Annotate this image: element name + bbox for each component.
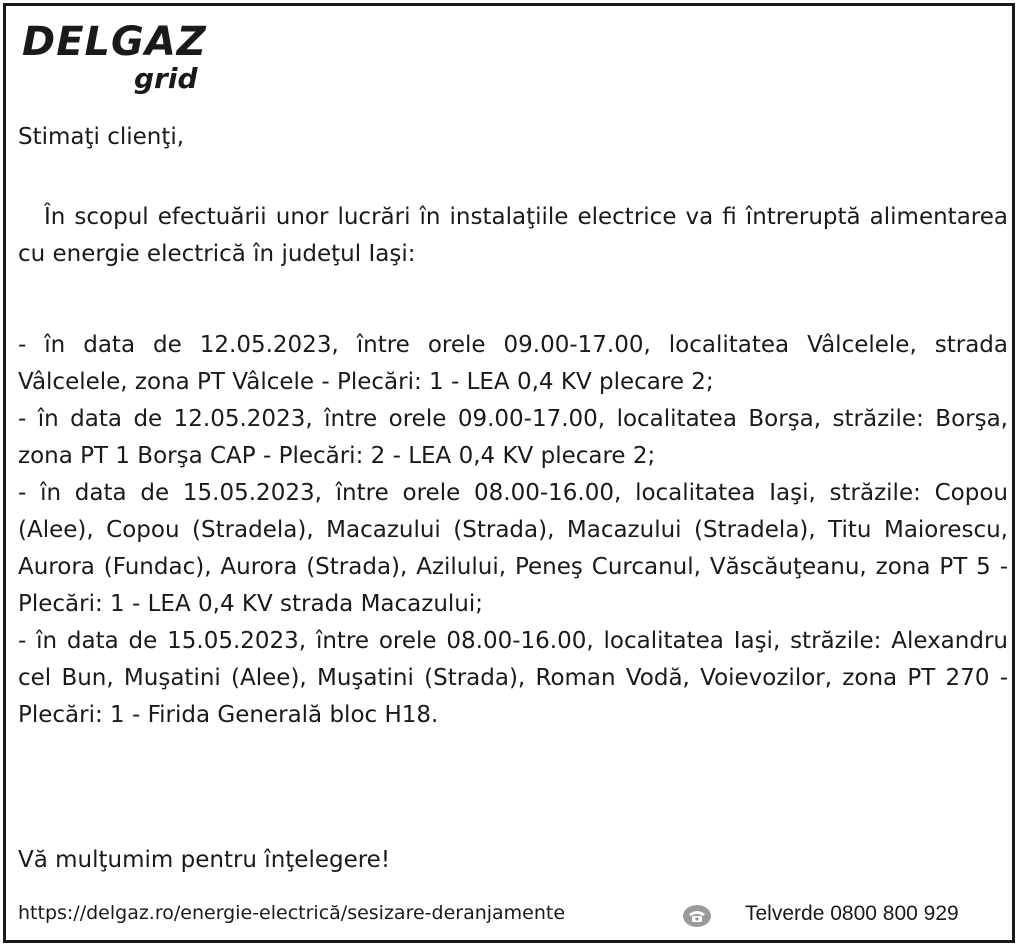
- telephone-icon: [682, 904, 712, 928]
- thanks-line: Vă mulţumim pentru înţelegere!: [18, 847, 391, 873]
- outage-item: - în data de 15.05.2023, între orele 08.00-16.00, localitatea Iaşi, străzile: Alexandru cel Bun, Muşatini (Alee), Muşatini (Strada), Roman Vodă, Voievozilor, zona PT 270 - Plecări: 1 - Firida Generală bloc H18.: [18, 628, 1008, 728]
- footer-url[interactable]: https://delgaz.ro/energie-electrică/sesizare-deranjamente: [18, 902, 566, 924]
- outage-item: - în data de 15.05.2023, între orele 08.00-16.00, localitatea Iaşi, străzile: Copou (Alee), Copou (Stradela), Macazului (Strada), Macazului (Stradela), Titu Maiorescu, Aurora (Fundac), Aurora (Strada), Azilului, Peneş Curcanul, Văscăuţeanu, zona PT 5 - Plecări: 1 - LEA 0,4 KV strada Macazului;: [18, 480, 1008, 617]
- delgaz-logo: [22, 20, 222, 100]
- logo-brand: DELGAZ: [22, 19, 207, 65]
- outage-list: [18, 327, 1008, 734]
- hotline-number[interactable]: Telverde 0800 800 929: [745, 902, 959, 925]
- outage-item: - în data de 12.05.2023, între orele 09.00-17.00, localitatea Vâlcelele, strada Vâlcelele, zona PT Vâlcele - Plecări: 1 - LEA 0,4 KV plecare 2;: [18, 332, 1008, 395]
- intro-paragraph: În scopul efectuării unor lucrări în instalaţiile electrice va fi întreruptă alimentarea cu energie electrică în judeţul Iaşi:: [18, 204, 1008, 267]
- outage-item: - în data de 12.05.2023, între orele 09.00-17.00, localitatea Borşa, străzile: Borşa, zona PT 1 Borşa CAP - Plecări: 2 - LEA 0,4 KV plecare 2;: [18, 406, 1008, 469]
- greeting: Stimaţi clienţi,: [18, 124, 185, 150]
- logo-sub: grid: [134, 62, 198, 95]
